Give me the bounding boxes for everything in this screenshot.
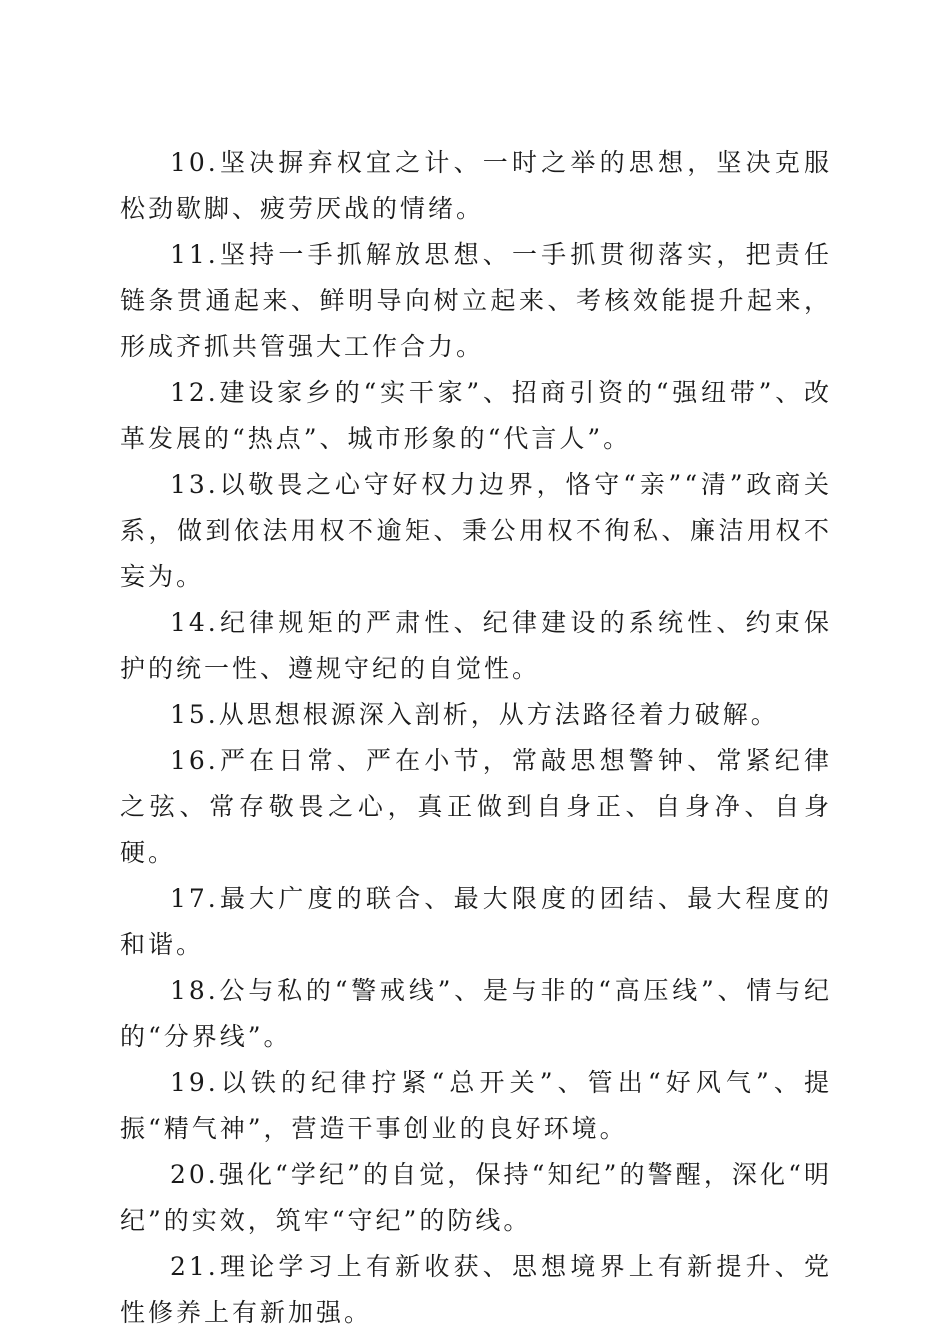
list-item-13: 13.以敬畏之心守好权力边界，恪守“亲”“清”政商关系，做到依法用权不逾矩、秉公用权不徇私、廉洁用权不妄为。 bbox=[120, 470, 832, 591]
list-item-12: 12.建设家乡的“实干家”、招商引资的“强纽带”、改革发展的“热点”、城市形象的“代言人”。 bbox=[120, 378, 832, 453]
list-item-21: 21.理论学习上有新收获、思想境界上有新提升、党性修养上有新加强。 bbox=[120, 1252, 832, 1327]
list-item-19: 19.以铁的纪律拧紧“总开关”、管出“好风气”、提振“精气神”，营造干事创业的良好环境。 bbox=[120, 1068, 832, 1143]
document-body bbox=[120, 140, 832, 1336]
list-item-16: 16.严在日常、严在小节，常敲思想警钟、常紧纪律之弦、常存敬畏之心，真正做到自身正、自身净、自身硬。 bbox=[120, 746, 832, 867]
list-item-18: 18.公与私的“警戒线”、是与非的“高压线”、情与纪的“分界线”。 bbox=[120, 976, 832, 1051]
list-item-14: 14.纪律规矩的严肃性、纪律建设的系统性、约束保护的统一性、遵规守纪的自觉性。 bbox=[120, 608, 832, 683]
list-item-20: 20.强化“学纪”的自觉，保持“知纪”的警醒，深化“明纪”的实效，筑牢“守纪”的防线。 bbox=[120, 1160, 832, 1235]
list-item-15: 15.从思想根源深入剖析，从方法路径着力破解。 bbox=[170, 700, 779, 729]
list-item-11: 11.坚持一手抓解放思想、一手抓贯彻落实，把责任链条贯通起来、鲜明导向树立起来、考核效能提升起来，形成齐抓共管强大工作合力。 bbox=[120, 240, 832, 361]
list-item-17: 17.最大广度的联合、最大限度的团结、最大程度的和谐。 bbox=[120, 884, 832, 959]
list-item-10: 10.坚决摒弃权宜之计、一时之举的思想，坚决克服松劲歇脚、疲劳厌战的情绪。 bbox=[120, 148, 832, 223]
